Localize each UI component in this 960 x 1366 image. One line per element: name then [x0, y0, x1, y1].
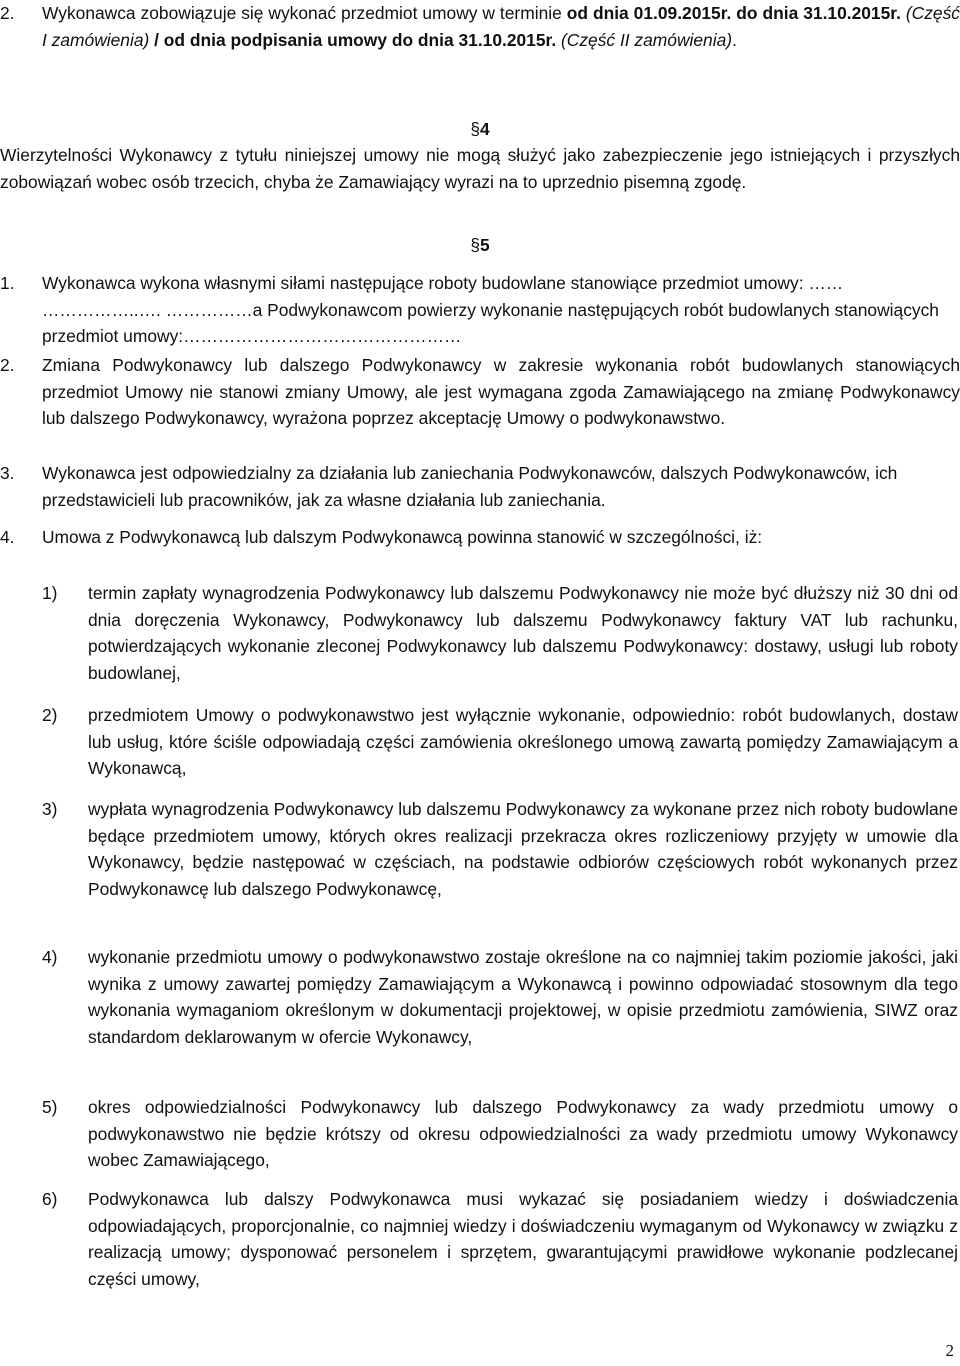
subitem-4: [42, 944, 958, 1050]
page-number: 2: [945, 1340, 954, 1360]
section-5-item-2: [0, 352, 960, 432]
item-number: 2.: [0, 355, 15, 375]
section-4-text: Wierzytelności Wykonawcy z tytułu niniejszej umowy nie mogą służyć jako zabezpieczenie jego istniejących i przyszłych zobowiązań wobec osób trzecich, chyba że Zamawiający wyrazi na to uprzednio pisemną zgodę.: [0, 145, 960, 192]
item-text: Wykonawca wykona własnymi siłami następujące roboty budowlane stanowiące przedmiot umowy: …… ……………..…. ……………a Podwykonawcom powierzy wykonanie następujących robót budowlanych stanowiących przedmiot umowy:…………………………………………: [42, 273, 939, 346]
subitem-1: [42, 580, 958, 686]
subitem-number: 6): [42, 1189, 58, 1209]
subitem-text: okres odpowiedzialności Podwykonawcy lub dalszego Podwykonawcy za wady przedmiotu umowy o podwykonawstwo nie będzie krótszy od okresu odpowiedzialności za wady przedmiotu umowy Wykonawcy wobec Zamawiającego,: [88, 1097, 958, 1170]
subitem-2: [42, 702, 958, 782]
subitem-number: 5): [42, 1097, 58, 1117]
section-5-heading: §5: [470, 235, 490, 255]
subitem-5: [42, 1094, 958, 1174]
subitem-number: 3): [42, 799, 58, 819]
subitem-text: przedmiotem Umowy o podwykonawstwo jest wyłącznie wykonanie, odpowiednio: robót budowlanych, dostaw lub usług, które ściśle odpowiadają części zamówienia określonego umową zawartą pomiędzy Zamawiającym a Wykonawcą,: [88, 705, 958, 778]
item-text: Zmiana Podwykonawcy lub dalszego Podwykonawcy w zakresie wykonania robót budowlanych stanowiących przedmiot Umowy nie stanowi zmiany Umowy, ale jest wymagana zgoda Zamawiającego na zmianę Podwykonawcy lub dalszego Podwykonawcy, wyrażona poprzez akceptację Umowy o podwykonawstwo.: [42, 355, 960, 428]
item-text: Umowa z Podwykonawcą lub dalszym Podwykonawcą powinna stanowić w szczególności, iż:: [42, 527, 763, 547]
item-number: 1.: [0, 273, 15, 293]
item-number: 4.: [0, 527, 15, 547]
subitem-text: Podwykonawca lub dalszy Podwykonawca musi wykazać się posiadaniem wiedzy i doświadczenia odpowiadających, proporcjonalnie, co najmniej wiedzy i doświadczeniu wymaganym od Wykonawcy w związku z realizacją umowy; dysponować personelem i sprzętem, gwarantującymi prawidłowe wykonanie podzlecanej części umowy,: [88, 1189, 958, 1289]
section-5-item-3: [0, 460, 960, 513]
item-text: Wykonawca zobowiązuje się wykonać przedmiot umowy w terminie od dnia 01.09.2015r. do dnia 31.10.2015r. (Część I zamówienia) / od dnia podpisania umowy do dnia 31.10.2015r. (Część II zamówienia).: [42, 3, 960, 50]
subitem-text: termin zapłaty wynagrodzenia Podwykonawcy lub dalszemu Podwykonawcy nie może być dłuższy niż 30 dni od dnia doręczenia Wykonawcy, Podwykonawcy lub dalszemu Podwykonawcy faktury VAT lub rachunku, potwierdzających wykonanie zleconej Podwykonawcy lub dalszemu Podwykonawcy: dostawy, usługi lub roboty budowlanej,: [88, 583, 958, 683]
section-5-item-1: [0, 270, 960, 350]
subitem-number: 2): [42, 705, 58, 725]
subitem-text: wykonanie przedmiotu umowy o podwykonawstwo zostaje określone na co najmniej takim poziomie jakości, jaki wynika z umowy zawartej pomiędzy Zamawiającym a Wykonawcą i powinno odpowiadać stosownym dla tego wykonania wymaganiom określonym w dokumentacji projektowej, w opisie przedmiotu zamówienia, SIWZ oraz standardom deklarowanym w ofercie Wykonawcy,: [88, 947, 958, 1047]
section-5-item-4: [0, 524, 960, 551]
subitem-text: wypłata wynagrodzenia Podwykonawcy lub dalszemu Podwykonawcy za wykonane przez nich roboty budowlane będące przedmiotem umowy, których okres realizacji przekracza okres rozliczeniowy przyjęty w umowie dla Wykonawcy, będzie następować w częściach, na podstawie odbiorów częściowych robót wykonanych przez Podwykonawcę lub dalszego Podwykonawcę,: [88, 799, 959, 899]
subitem-number: 1): [42, 583, 58, 603]
subitem-number: 4): [42, 947, 58, 967]
item-number: 2.: [0, 3, 15, 23]
item-number: 3.: [0, 463, 15, 483]
item-2-term: [0, 0, 960, 53]
section-4-heading: §4: [470, 119, 490, 139]
item-text: Wykonawca jest odpowiedzialny za działania lub zaniechania Podwykonawców, dalszych Podwykonawców, ich przedstawicieli lub pracowników, jak za własne działania lub zaniechania.: [42, 463, 898, 510]
subitem-3: [42, 796, 958, 902]
subitem-6: [42, 1186, 958, 1292]
